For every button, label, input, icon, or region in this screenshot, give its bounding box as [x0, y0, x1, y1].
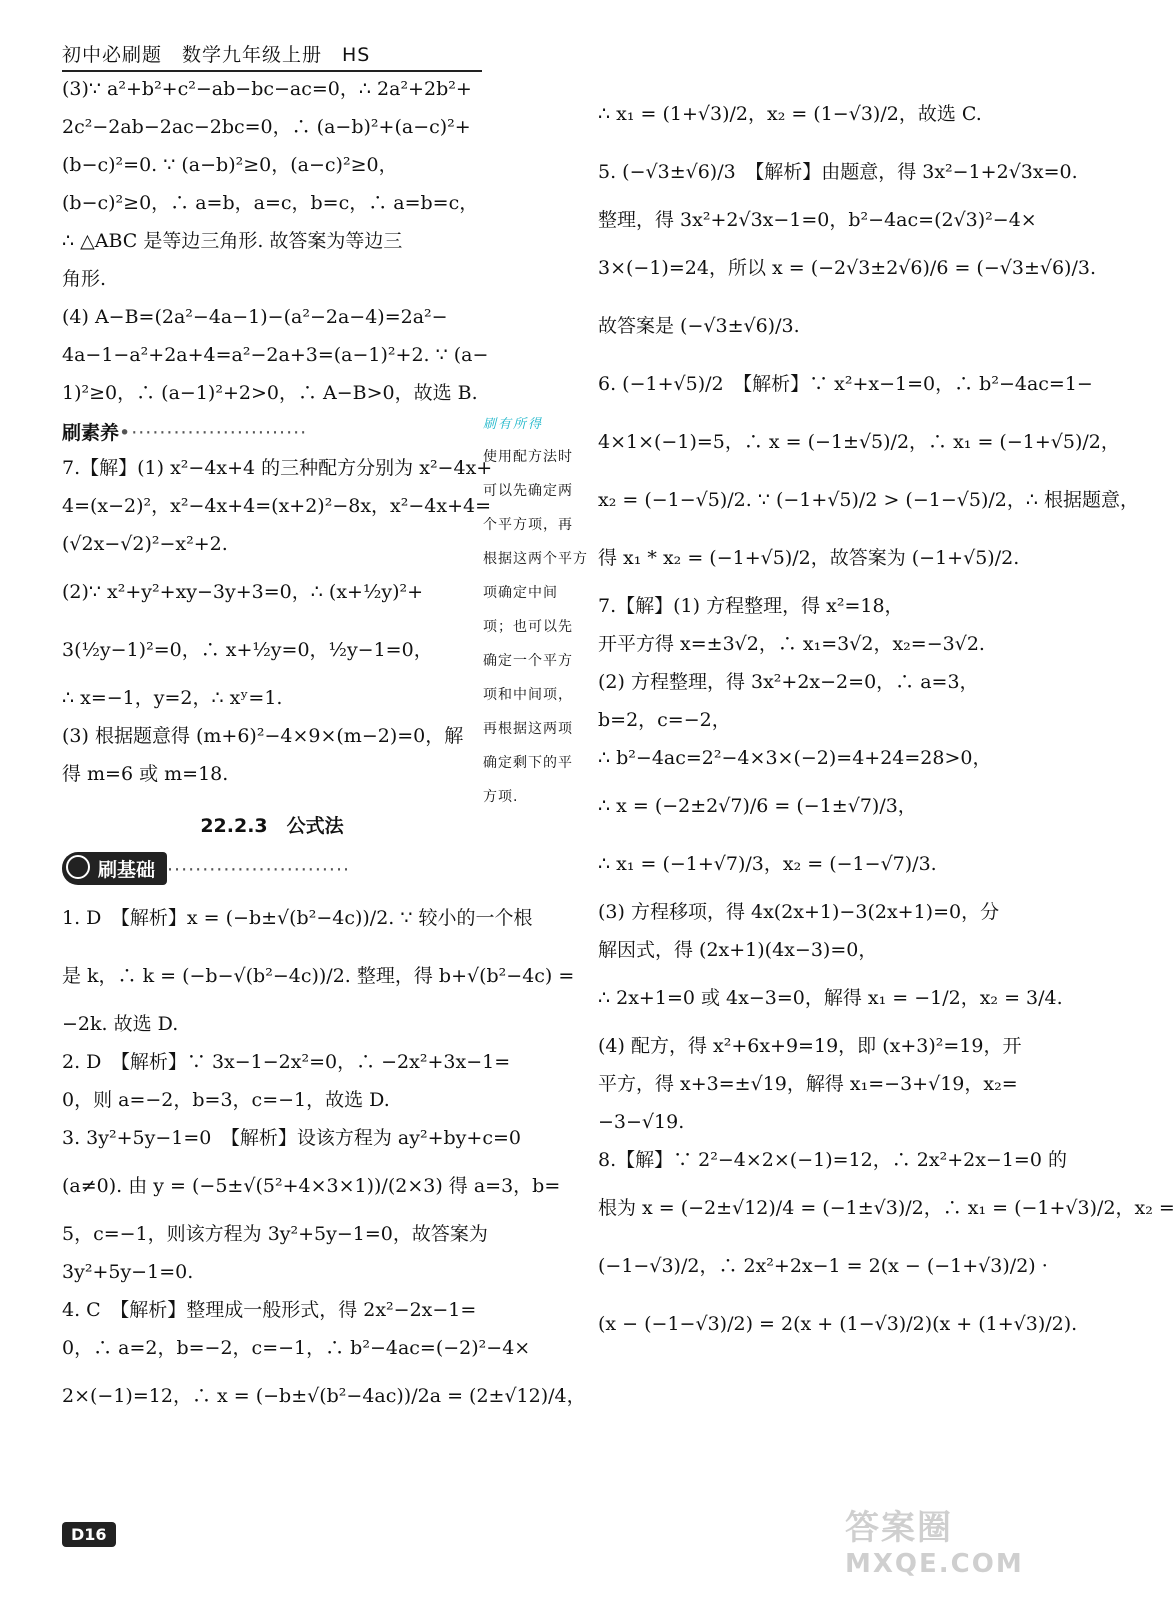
text-line: −3−√19.	[598, 1111, 685, 1133]
page-header: 初中必刷题 数学九年级上册 HS	[62, 40, 482, 72]
text-line: (−1−√3)/2，∴ 2x²+2x−1 = 2(x − (−1+√3)/2) ·	[598, 1255, 1048, 1277]
watermark	[845, 1500, 1024, 1595]
section-title: 22.2.3 公式法	[200, 815, 344, 837]
text-line: (a≠0). 由 y = (−5±√(5²+4×3×1))/(2×3) 得 a=3，b=	[62, 1175, 561, 1197]
side-note-title: 刷有所得	[483, 417, 544, 432]
text-line: 0，则 a=−2，b=3，c=−1，故选 D.	[62, 1089, 390, 1111]
text-line: 6. (−1+√5)/2 【解析】∵ x²+x−1=0，∴ b²−4ac=1−	[598, 373, 1093, 395]
text-line: 4a−1−a²+2a+4=a²−2a+3=(a−1)²+2. ∵ (a−	[62, 344, 489, 366]
dotted-rule: •·························	[119, 422, 308, 444]
section-suyang-label: 刷素养	[62, 422, 120, 444]
text-line: 4. C 【解析】整理成一般形式，得 2x²−2x−1=	[62, 1299, 477, 1321]
text-line: 4=(x−2)²，x²−4x+4=(x+2)²−8x，x²−4x+4=	[62, 495, 492, 517]
jichu-label: 刷基础	[98, 859, 156, 881]
text-line: 5，c=−1，则该方程为 3y²+5y−1=0，故答案为	[62, 1223, 488, 1245]
side-note-line: 方项.	[483, 789, 519, 805]
text-line: (2) 方程整理，得 3x²+2x−2=0，∴ a=3，	[598, 671, 979, 693]
section-jichu	[62, 852, 482, 885]
text-line: (3) 根据题意得 (m+6)²−4×9×(m−2)=0，解	[62, 725, 464, 747]
text-line: ∴ △ABC 是等边三角形. 故答案为等边三	[62, 230, 403, 252]
text-line: 5. (−√3±√6)/3 【解析】由题意，得 3x²−1+2√3x=0.	[598, 161, 1078, 183]
text-line: (√2x−√2)²−x²+2.	[62, 533, 228, 555]
text-line: 得 m=6 或 m=18.	[62, 763, 229, 785]
text-line: b=2，c=−2，	[598, 709, 731, 731]
text-line: (3)∵ a²+b²+c²−ab−bc−ac=0，∴ 2a²+2b²+	[62, 78, 472, 100]
jichu-badge	[62, 852, 167, 885]
dotted-rule: ··························	[167, 859, 351, 881]
text-line: 整理，得 3x²+2√3x−1=0，b²−4ac=(2√3)²−4×	[598, 209, 1037, 231]
right-column	[598, 85, 1175, 1353]
text-line: ∴ x₁ = (−1+√7)/3，x₂ = (−1−√7)/3.	[598, 853, 937, 875]
text-line: 1)²≥0，∴ (a−1)²+2>0，∴ A−B>0，故选 B.	[62, 382, 478, 404]
text-line: 0，∴ a=2，b=−2，c=−1，∴ b²−4ac=(−2)²−4×	[62, 1337, 531, 1359]
text-line: 3y²+5y−1=0.	[62, 1261, 194, 1283]
text-line: −2k. 故选 D.	[62, 1013, 179, 1035]
side-note	[483, 410, 598, 814]
text-line: (4) 配方，得 x²+6x+9=19，即 (x+3)²=19，开	[598, 1035, 1022, 1057]
side-note-line: 项和中间项，	[483, 687, 573, 703]
text-line: 3. 3y²+5y−1=0 【解析】设该方程为 ay²+by+c=0	[62, 1127, 521, 1149]
speech-bubble-icon	[66, 855, 90, 879]
text-line: ∴ 2x+1=0 或 4x−3=0，解得 x₁ = −1/2，x₂ = 3/4.	[598, 987, 1063, 1009]
text-line: 2×(−1)=12，∴ x = (−b±√(b²−4ac))/2a = (2±√12)/4，	[62, 1385, 586, 1407]
text-line: ∴ x=−1，y=2，∴ xʸ=1.	[62, 687, 283, 709]
text-line: ∴ x = (−2±2√7)/6 = (−1±√7)/3，	[598, 795, 917, 817]
text-line: (2)∵ x²+y²+xy−3y+3=0，∴ (x+½y)²+	[62, 581, 424, 603]
text-line: 解因式，得 (2x+1)(4x−3)=0，	[598, 939, 878, 961]
text-line: 3×(−1)=24，所以 x = (−2√3±2√6)/6 = (−√3±√6)/3.	[598, 257, 1096, 279]
text-line: 7.【解】(1) 方程整理，得 x²=18，	[598, 595, 904, 617]
side-note-line: 确定一个平方	[483, 653, 573, 669]
text-line: 1. D 【解析】x = (−b±√(b²−4c))/2. ∵ 较小的一个根	[62, 907, 533, 929]
watermark-logo: 答案圈	[845, 1508, 953, 1548]
text-line: (x − (−1−√3)/2) = 2(x + (1−√3)/2)(x + (1+√3)/2).	[598, 1313, 1078, 1335]
text-line: 开平方得 x=±3√2，∴ x₁=3√2，x₂=−3√2.	[598, 633, 985, 655]
side-note-line: 项确定中间	[483, 585, 558, 601]
text-line: 根为 x = (−2±√12)/4 = (−1±√3)/2，∴ x₁ = (−1+√3)/2，x₂ =	[598, 1197, 1175, 1219]
text-line: (b−c)²=0. ∵ (a−b)²≥0，(a−c)²≥0，	[62, 154, 398, 176]
text-line: 7.【解】(1) x²−4x+4 的三种配方分别为 x²−4x+	[62, 457, 493, 479]
text-line: ∴ x₁ = (1+√3)/2，x₂ = (1−√3)/2，故选 C.	[598, 103, 982, 125]
side-note-line: 再根据这两项	[483, 721, 573, 737]
text-line: (4) A−B=(2a²−4a−1)−(a²−2a−4)=2a²−	[62, 306, 448, 328]
page-number: D16	[62, 1522, 116, 1547]
section-suyang	[62, 418, 482, 445]
text-line: 平方，得 x+3=±√19，解得 x₁=−3+√19，x₂=	[598, 1073, 1018, 1095]
watermark-site: MXQE.COM	[845, 1549, 1024, 1579]
text-line: x₂ = (−1−√5)/2. ∵ (−1+√5)/2 > (−1−√5)/2，∴ 根据题意，	[598, 489, 1139, 511]
text-line: 角形.	[62, 268, 107, 290]
side-note-line: 根据这两个平方	[483, 551, 588, 567]
text-line: 2c²−2ab−2ac−2bc=0，∴ (a−b)²+(a−c)²+	[62, 116, 471, 138]
text-line: (3) 方程移项，得 4x(2x+1)−3(2x+1)=0，分	[598, 901, 1000, 923]
side-note-line: 确定剩下的平	[483, 755, 573, 771]
side-note-line: 使用配方法时	[483, 449, 573, 465]
side-note-line: 项；也可以先	[483, 619, 573, 635]
text-line: 是 k，∴ k = (−b−√(b²−4c))/2. 整理，得 b+√(b²−4c) =	[62, 965, 575, 987]
text-line: 2. D 【解析】∵ 3x−1−2x²=0，∴ −2x²+3x−1=	[62, 1051, 511, 1073]
text-line: (b−c)²≥0，∴ a=b，a=c，b=c，∴ a=b=c，	[62, 192, 479, 214]
text-line: 8.【解】∵ 2²−4×2×(−1)=12，∴ 2x²+2x−1=0 的	[598, 1149, 1067, 1171]
side-note-line: 个平方项，再	[483, 517, 573, 533]
text-line: 3(½y−1)²=0，∴ x+½y=0，½y−1=0，	[62, 639, 433, 661]
side-note-line: 可以先确定两	[483, 483, 573, 499]
text-line: 4×1×(−1)=5，∴ x = (−1±√5)/2，∴ x₁ = (−1+√5)/2，	[598, 431, 1120, 453]
text-line: 故答案是 (−√3±√6)/3.	[598, 315, 800, 337]
text-line: ∴ b²−4ac=2²−4×3×(−2)=4+24=28>0，	[598, 747, 992, 769]
text-line: 得 x₁ * x₂ = (−1+√5)/2，故答案为 (−1+√5)/2.	[598, 547, 1020, 569]
